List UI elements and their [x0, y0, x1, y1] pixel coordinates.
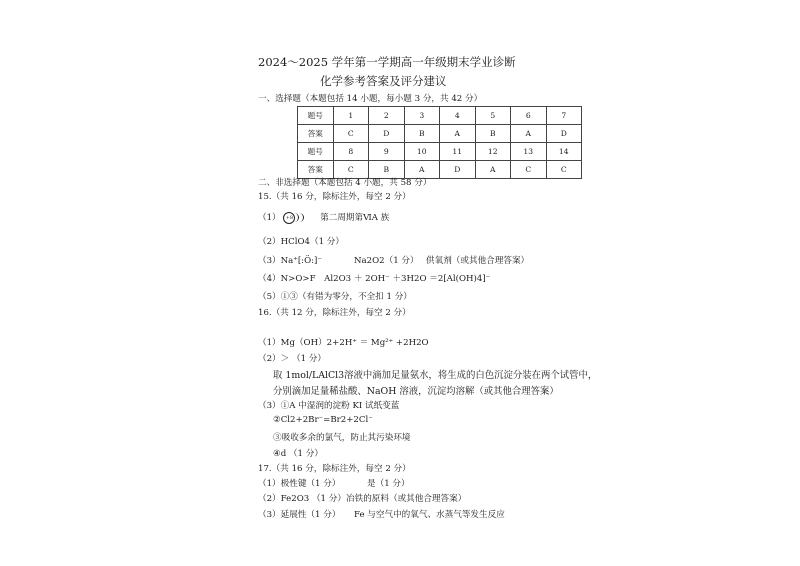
table-row-header-cell: 题号	[298, 143, 334, 161]
q16-line5: （3）①A 中湿润的淀粉 KI 试纸变蓝	[258, 401, 400, 411]
q15-line4: （4）N>O>F Al2O3 ＋ 2OH⁻ ＋3H2O ＝2[Al(OH)4]⁻	[258, 274, 491, 284]
document-title: 2024～2025 学年第一学期高一年级期末学业诊断	[258, 55, 516, 69]
table-cell: 10	[404, 143, 440, 161]
table-cell: A	[475, 161, 511, 179]
table-row	[298, 143, 582, 161]
q16-line4: 分别滴加足量稀盐酸、NaOH 溶液，沉淀均溶解（或其他合理答案）	[273, 386, 559, 397]
answer-table	[297, 106, 582, 179]
q17-line1b: 是（1 分）	[367, 479, 410, 489]
table-cell: 6	[511, 107, 547, 125]
table-cell: 8	[333, 143, 369, 161]
table-cell: 14	[546, 143, 582, 161]
table-cell: 1	[333, 107, 369, 125]
q15-header: 15.（共 16 分，除标注外，每空 2 分）	[258, 192, 411, 202]
table-cell: D	[440, 161, 476, 179]
table-cell: A	[404, 161, 440, 179]
q15-line1-text: 第二周期第ⅥA 族	[320, 213, 390, 223]
table-cell: C	[511, 161, 547, 179]
table-cell: 5	[475, 107, 511, 125]
q16-line6: ②Cl2+2Br⁻=Br2+2Cl⁻	[273, 415, 373, 425]
atom-structure-icon: +8	[283, 212, 305, 223]
q15-line2: （2）HClO4（1 分）	[258, 237, 344, 247]
table-cell: A	[511, 125, 547, 143]
q17-line1a: （1）极性键（1 分）	[258, 479, 341, 489]
table-row	[298, 125, 582, 143]
table-cell: B	[404, 125, 440, 143]
q15-line1-prefix: （1）	[258, 213, 281, 223]
table-row	[298, 107, 582, 125]
table-cell: 9	[369, 143, 405, 161]
answer-table-body	[298, 107, 582, 179]
table-cell: B	[475, 125, 511, 143]
q16-line3: 取 1mol/LAlCl3溶液中滴加足量氨水，将生成的白色沉淀分装在两个试管中，	[273, 370, 598, 381]
q17-line3b: Fe 与空气中的氧气、水蒸气等发生反应	[354, 510, 505, 520]
q15-line1	[258, 211, 389, 223]
q15-line5: （5）①③（有错为零分，不全扣 1 分）	[258, 292, 412, 302]
table-cell: C	[546, 161, 582, 179]
table-cell: 13	[511, 143, 547, 161]
table-cell: A	[440, 125, 476, 143]
q16-line2: （2）＞ （1 分）	[258, 354, 326, 364]
table-row-header-cell: 题号	[298, 107, 334, 125]
table-cell: 7	[546, 107, 582, 125]
table-cell: C	[333, 161, 369, 179]
document-subtitle: 化学参考答案及评分建议	[320, 74, 447, 88]
table-row-header-cell: 答案	[298, 125, 334, 143]
q17-header: 17.（共 16 分，除标注外，每空 2 分）	[258, 464, 411, 474]
q16-line1: （1）Mg（OH）2+2H⁺ ＝ Mg²⁺ +2H2O	[258, 338, 429, 348]
table-cell: D	[369, 125, 405, 143]
table-cell: D	[546, 125, 582, 143]
q17-line2b: 冶铁的原料（或其他合理答案）	[346, 494, 467, 504]
table-cell: C	[333, 125, 369, 143]
table-cell: 11	[440, 143, 476, 161]
table-cell: 3	[404, 107, 440, 125]
table-row-header-cell: 答案	[298, 161, 334, 179]
table-cell: 2	[369, 107, 405, 125]
table-cell: 4	[440, 107, 476, 125]
table-cell: 12	[475, 143, 511, 161]
q17-line3a: （3）延展性（1 分）	[258, 510, 341, 520]
q15-line3c: 供氧剂（或其他合理答案）	[426, 256, 530, 266]
q16-header: 16.（共 12 分，除标注外，每空 2 分）	[258, 308, 411, 318]
q16-line8: ④d （1 分）	[273, 449, 323, 459]
q15-line3b: Na2O2（1 分）	[354, 256, 419, 266]
section2-heading: 二、非选择题（本题包括 4 小题，共 58 分）	[258, 178, 432, 188]
q16-line7: ③吸收多余的氯气，防止其污染环境	[273, 433, 411, 443]
q15-line3a: （3）Na⁺[:Ö:]⁻	[258, 256, 322, 266]
table-cell: B	[369, 161, 405, 179]
q17-line2a: （2）Fe2O3 （1 分）	[258, 494, 346, 504]
section1-heading: 一、选择题（本题包括 14 小题，每小题 3 分，共 42 分）	[258, 94, 483, 104]
